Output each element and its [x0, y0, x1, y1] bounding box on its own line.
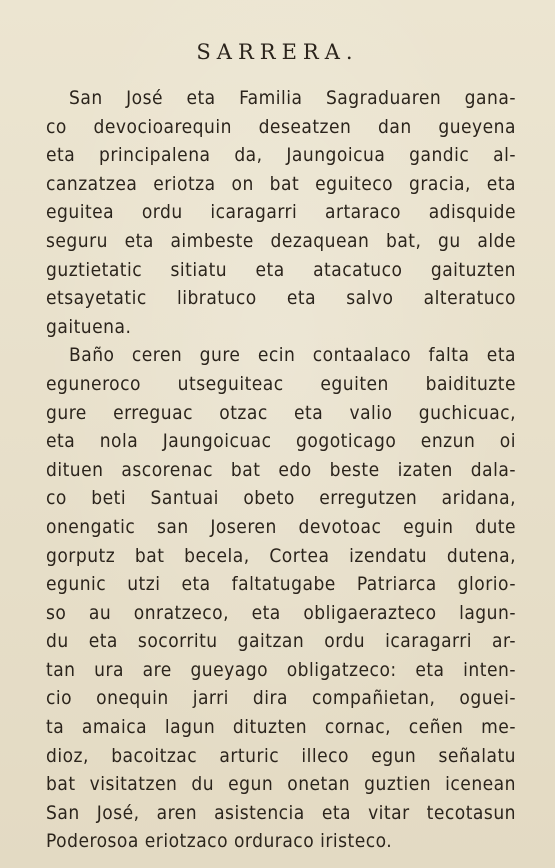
text-line: gaituena. [46, 315, 132, 338]
text-line: so au onratzeco, eta obligaerazteco lagun- [46, 601, 516, 624]
text-line: dioz, bacoitzac arturic illeco egun señalatu [46, 744, 516, 767]
text-line: bat visitatzen du egun onetan guztien icenean [46, 773, 516, 796]
text-line: onengatic san Joseren devotoac eguin dute [46, 515, 516, 538]
text-line: cio onequin jarri dira compañietan, oguei- [46, 687, 516, 710]
text-line: canzatzea eriotza on bat eguiteco gracia, eta [46, 172, 516, 195]
text-line: San José eta Familia Sagraduaren gana- [69, 87, 516, 109]
text-line: egunic utzi eta faltatugabe Patriarca glorio- [46, 573, 516, 596]
text-line: eguitea ordu icaragarri artaraco adisquide [46, 201, 516, 224]
body-text [46, 84, 516, 856]
text-line: Baño ceren gure ecin contaalaco falta eta [69, 344, 516, 367]
text-line: du eta socorritu gaitzan ordu icaragarri ar- [46, 630, 516, 653]
text-line: dituen ascorenac bat edo beste izaten dala- [46, 458, 516, 481]
text-line: eguneroco utseguiteac eguiten baidituzte [46, 372, 516, 395]
text-line: ta amaica lagun dituzten cornac, ceñen me- [46, 716, 516, 739]
page-title: SARRERA. [196, 40, 359, 64]
text-line: gorputz bat becela, Cortea izendatu dutena, [46, 544, 516, 567]
text-line: seguru eta aimbeste dezaquean bat, gu alde [46, 229, 516, 252]
text-line: tan ura are gueyago obligatzeco: eta inten- [46, 658, 516, 681]
text-line: co beti Santuai obeto erregutzen aridana, [46, 487, 516, 510]
text-line: San José, aren asistencia eta vitar tecotasun [46, 801, 516, 824]
text-line: gure erreguac otzac eta valio guchicuac, [46, 401, 516, 424]
text-line: guztietatic sitiatu eta atacatuco gaituzten [46, 258, 516, 281]
text-line: etsayetatic libratuco eta salvo alteratuco [46, 287, 516, 310]
text-line: eta principalena da, Jaungoicua gandic al- [46, 144, 516, 167]
text-line: eta nola Jaungoicuac gogoticago enzun oi [46, 430, 516, 453]
text-line: co devocioarequin deseatzen dan gueyena [46, 115, 516, 138]
text-line: Poderosoa eriotzaco orduraco iristeco. [46, 830, 393, 853]
